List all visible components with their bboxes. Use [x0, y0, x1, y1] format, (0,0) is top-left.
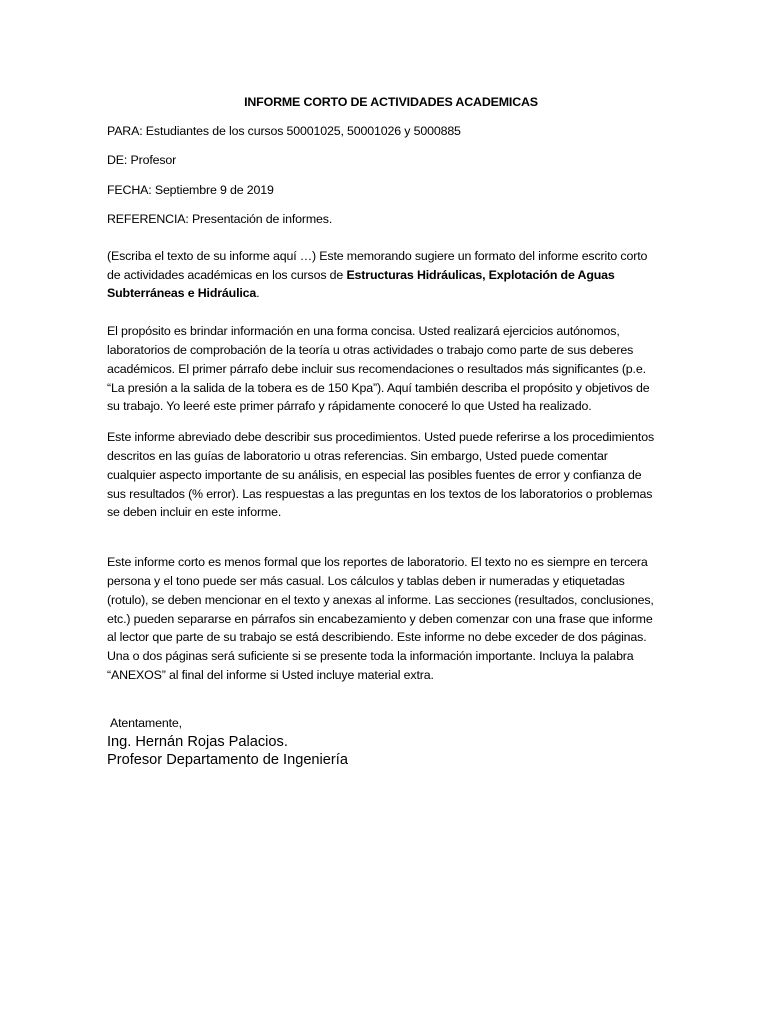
from-line: DE: Profesor — [107, 153, 177, 168]
date-line: FECHA: Septiembre 9 de 2019 — [107, 182, 274, 197]
course-names: Estructuras Hidráulicas, Explotación de Aguas Subterráneas e Hidráulica — [107, 267, 615, 301]
paragraph-intro-text: (Escriba el texto de su informe aquí …) Este memorando sugiere un formato del informe escrito corto de actividades académicas en los cursos de — [107, 248, 648, 282]
paragraph-format: Este informe corto es menos formal que los reportes de laboratorio. El texto no es siempre en tercera persona y el tono puede ser más casual. Los cálculos y tablas deben ir numeradas y etiquetadas (rotulo), se deben mencionar en el texto y anexas al informe. Las secciones (resultados, conclusiones, etc.) pueden separarse en párrafos sin encabezamiento y deben comenzar con una frase que informe al lector que parte de su trabajo se está describiendo. Este informe no debe exceder de dos páginas. Una o dos páginas será suficiente si se presente toda la información importante. Incluya la palabra “ANEXOS” al final del informe si Usted incluye material extra. — [107, 555, 654, 682]
reference-line: REFERENCIA: Presentación de informes. — [107, 211, 333, 226]
memo-body — [107, 93, 659, 770]
paragraph-intro-end: . — [256, 286, 260, 301]
signature-name: Ing. Hernán Rojas Palacios. — [107, 733, 288, 750]
paragraph-procedures: Este informe abreviado debe describir sus procedimientos. Usted puede referirse a los procedimientos descritos en las guías de laboratorio u otras referencias. Sin embargo, Usted puede comentar cualquier aspecto importante de su análisis, en especial las posibles fuentes de error y confianza de sus resultados (% error). Las respuestas a las preguntas en los textos de los laboratorios o problemas se deben incluir en este informe. — [107, 430, 654, 520]
document-title: INFORME CORTO DE ACTIVIDADES ACADEMICAS — [244, 95, 538, 109]
to-line: PARA: Estudiantes de los cursos 50001025, 50001026 y 5000885 — [107, 123, 461, 138]
paragraph-intro — [107, 247, 659, 303]
signature-title: Profesor Departamento de Ingeniería — [107, 752, 348, 769]
closing: Atentamente, — [110, 715, 182, 730]
paragraph-purpose: El propósito es brindar información en una forma concisa. Usted realizará ejercicios autónomos, laboratorios de comprobación de la teoría u otras actividades o trabajo como parte de sus deberes académicos. El primer párrafo debe incluir sus recomendaciones o resultados más significantes (p.e. “La presión a la salida de la tobera es de 150 Kpa”). Aquí también describa el propósito y objetivos de su trabajo. Yo leeré este primer párrafo y rápidamente conoceré lo que Usted ha realizado. — [107, 324, 650, 414]
